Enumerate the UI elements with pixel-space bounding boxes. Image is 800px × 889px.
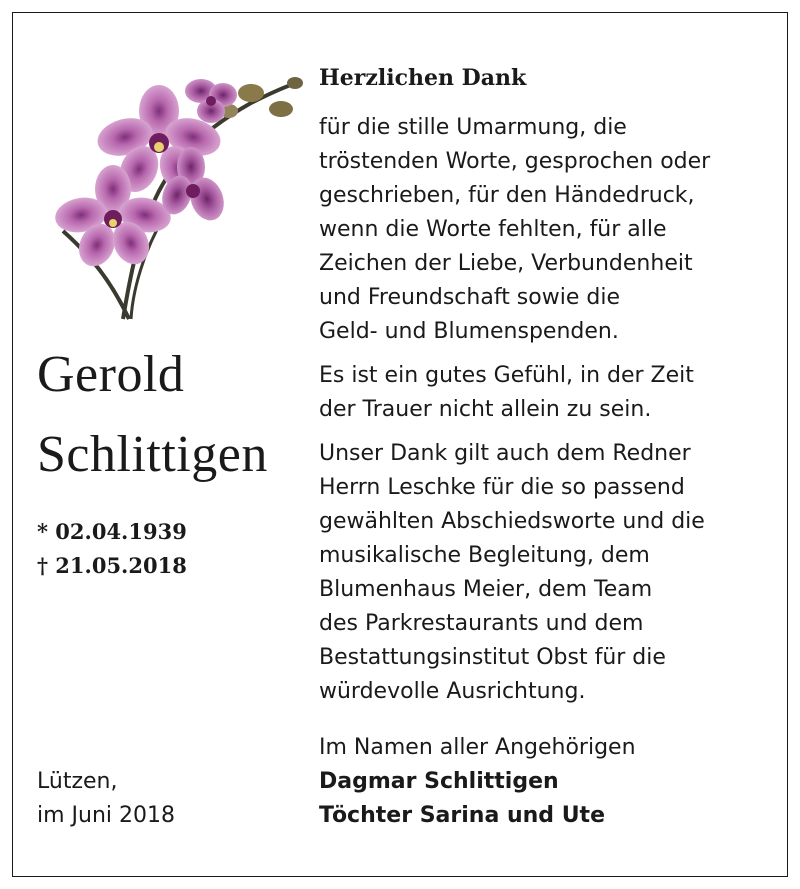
text-line: musikalische Begleitung, dem (319, 543, 650, 568)
text-line: der Trauer nicht allein zu sein. (319, 397, 652, 422)
text-line: für die stille Umarmung, die (319, 115, 627, 140)
deceased-first-name: Gerold (37, 346, 185, 403)
text-line: Unser Dank gilt auch dem Redner (319, 441, 691, 466)
text-line: Es ist ein gutes Gefühl, in der Zeit (319, 363, 694, 388)
thanks-heading: Herzlichen Dank (319, 65, 527, 91)
text-line: tröstenden Worte, gesprochen oder (319, 149, 711, 174)
death-date: † 21.05.2018 (37, 553, 187, 578)
text-line: Zeichen der Liebe, Verbundenheit (319, 251, 693, 276)
text-line: Bestattungsinstitut Obst für die (319, 645, 666, 670)
deceased-last-name: Schlittigen (37, 426, 268, 483)
text-line: Herrn Leschke für die so passend (319, 475, 685, 500)
date-of-notice: im Juni 2018 (37, 803, 176, 828)
text-line: und Freundschaft sowie die (319, 285, 620, 310)
signer-daughters: Töchter Sarina und Ute (319, 803, 605, 828)
place: Lützen, (37, 769, 118, 794)
text-line: geschrieben, für den Händedruck, (319, 183, 695, 208)
signer-name: Dagmar Schlittigen (319, 769, 559, 794)
text-line: wenn die Worte fehlten, für alle (319, 217, 667, 242)
text-line: Geld- und Blumenspenden. (319, 319, 619, 344)
text-line: des Parkrestaurants und dem (319, 611, 644, 636)
text-line: gewählten Abschiedsworte und die (319, 509, 705, 534)
obituary-card (12, 12, 788, 877)
signoff: Im Namen aller Angehörigen (319, 735, 636, 760)
text-line: würdevolle Ausrichtung. (319, 679, 586, 704)
text-line: Blumenhaus Meier, dem Team (319, 577, 653, 602)
orchid-image (51, 71, 321, 331)
birth-date: * 02.04.1939 (37, 519, 187, 544)
